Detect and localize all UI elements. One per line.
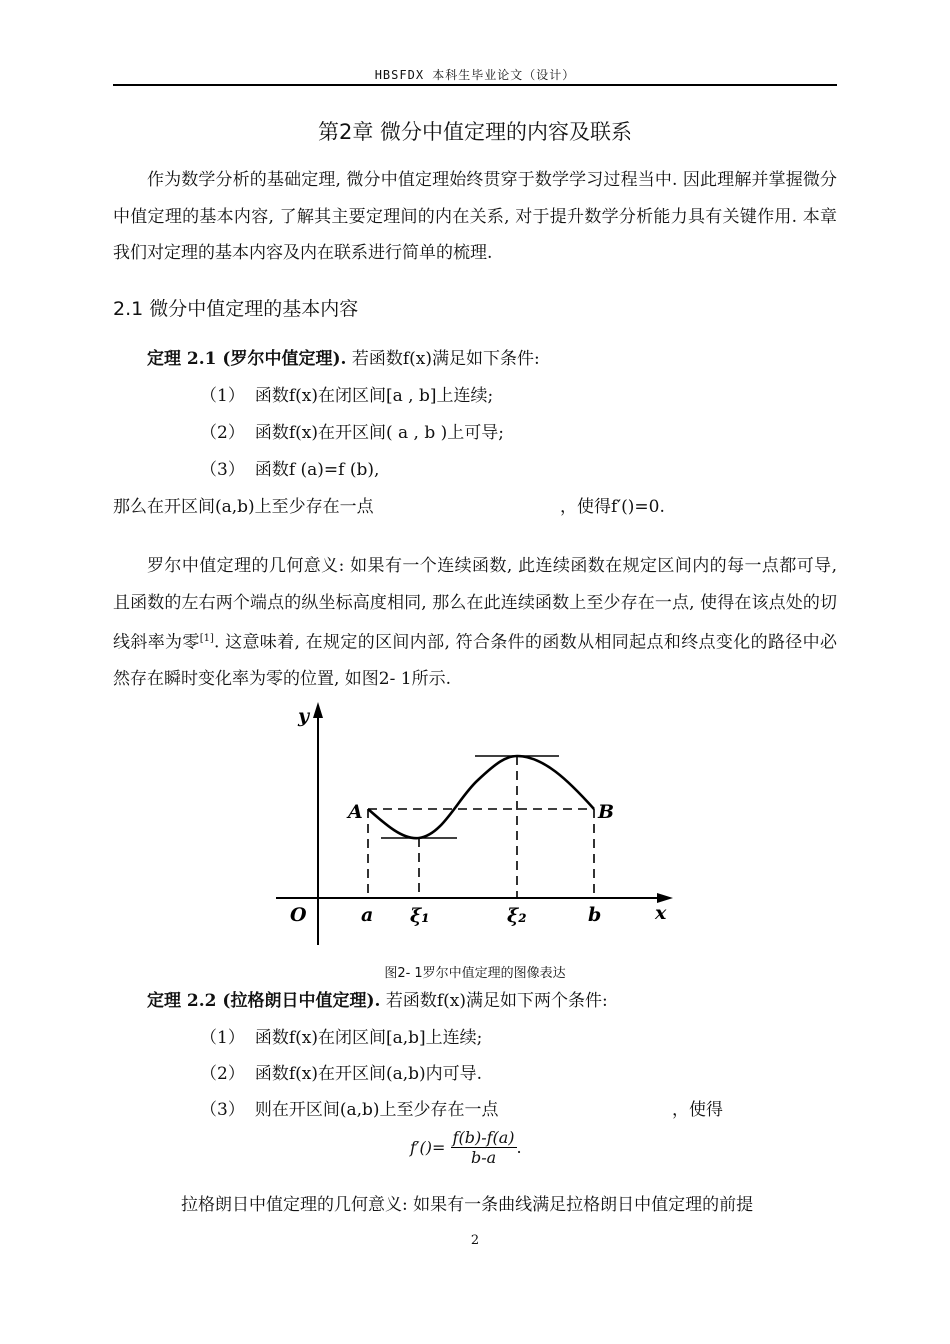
theorem-2-1-item-1 <box>200 381 493 406</box>
theorem-2-1-label: 定理 2.1 (罗尔中值定理). <box>147 349 347 369</box>
chapter-title: 第2章 微分中值定理的内容及联系 <box>317 120 633 144</box>
item-text: 函数f (a)=f (b), <box>254 460 380 480</box>
theorem-2-1-heading <box>147 344 540 369</box>
theorem-2-2-item-3-tail: ，使得 <box>672 1100 723 1120</box>
item-number: （2） <box>200 423 245 443</box>
formula-denominator: b-a <box>470 1148 497 1167</box>
page-number: 2 <box>470 1233 480 1248</box>
theorem-2-1-conclusion-end: ，使得f′()=0. <box>560 497 665 517</box>
item-number: （1） <box>200 386 245 406</box>
citation-link[interactable]: [1] <box>199 633 214 644</box>
lagrange-formula <box>410 1128 522 1167</box>
rolle-theorem-figure <box>268 700 678 950</box>
tick-label-xi2: ξ₂ <box>507 905 527 927</box>
theorem-2-1-item-3 <box>200 455 379 480</box>
theorem-2-2-item-3 <box>200 1095 499 1120</box>
origin-label: O <box>290 904 307 926</box>
point-label-a: A <box>348 801 363 823</box>
theorem-2-2-item-1 <box>200 1023 482 1048</box>
header-rule <box>113 84 837 86</box>
tick-label-xi1: ξ₁ <box>410 905 430 927</box>
theorem-2-1-conclusion-start: 那么在开区间(a,b)上至少存在一点 <box>113 497 374 517</box>
item-number: （3） <box>200 460 245 480</box>
tick-label-a: a <box>361 904 374 926</box>
item-number: （2） <box>200 1064 245 1084</box>
point-label-b: B <box>598 801 615 823</box>
item-text: 函数f(x)在闭区间[a,b]上连续; <box>254 1028 483 1048</box>
intro-paragraph: 作为数学分析的基础定理, 微分中值定理始终贯穿于数学学习过程当中. 因此理解并掌握微分中值定理的基本内容, 了解其主要定理间的内在关系, 对于提升数学分析能力具有关键作用. 本章我们对定理的基本内容及内在联系进行简单的梳理. <box>113 170 837 263</box>
item-text: 函数f(x)在开区间(a,b)内可导. <box>254 1064 483 1084</box>
section-title: 2.1 微分中值定理的基本内容 <box>113 298 359 320</box>
formula-numerator: f(b)-f(a) <box>452 1128 515 1147</box>
rolle-meaning-text: 罗尔中值定理的几何意义: 如果有一个连续函数, 此连续函数在规定区间内的每一点都可导, 且函数的左右两个端点的纵坐标高度相同, 那么在此连续函数上至少存在一点, 使得在该点处的切线斜率为零 <box>113 556 837 653</box>
theorem-2-1-lead: 若函数f(x)满足如下条件: <box>346 349 540 369</box>
formula-fraction <box>451 1128 517 1167</box>
y-axis-label: y <box>298 705 310 727</box>
theorem-2-2-lead: 若函数f(x)满足如下两个条件: <box>380 991 608 1011</box>
rolle-meaning-tail: . 这意味着, 在规定的区间内部, 符合条件的函数从相同起点和终点变化的路径中必然存在瞬时变化率为零的位置, 如图2- 1所示. <box>113 632 838 690</box>
item-text: 函数f(x)在开区间( a , b )上可导; <box>254 423 505 443</box>
item-number: （1） <box>200 1028 245 1048</box>
tick-label-b: b <box>588 904 602 926</box>
item-text: 则在开区间(a,b)上至少存在一点 <box>254 1100 499 1120</box>
theorem-2-2-heading <box>147 986 608 1011</box>
item-text: 函数f(x)在闭区间[a , b]上连续; <box>254 386 494 406</box>
formula-end: . <box>516 1138 522 1157</box>
theorem-2-2-item-2 <box>200 1059 482 1084</box>
item-number: （3） <box>200 1100 245 1120</box>
figure-caption: 图2- 1罗尔中值定理的图像表达 <box>384 966 566 981</box>
lagrange-meaning-paragraph: 拉格朗日中值定理的几何意义: 如果有一条曲线满足拉格朗日中值定理的前提 <box>181 1195 754 1215</box>
formula-lhs: f′()= <box>410 1138 446 1157</box>
rolle-meaning-paragraph <box>113 548 837 698</box>
theorem-2-1-item-2 <box>200 418 504 443</box>
x-axis-label: x <box>655 902 667 924</box>
running-header: HBSFDX 本科生毕业论文（设计） <box>374 68 576 82</box>
theorem-2-2-label: 定理 2.2 (拉格朗日中值定理). <box>147 991 381 1011</box>
